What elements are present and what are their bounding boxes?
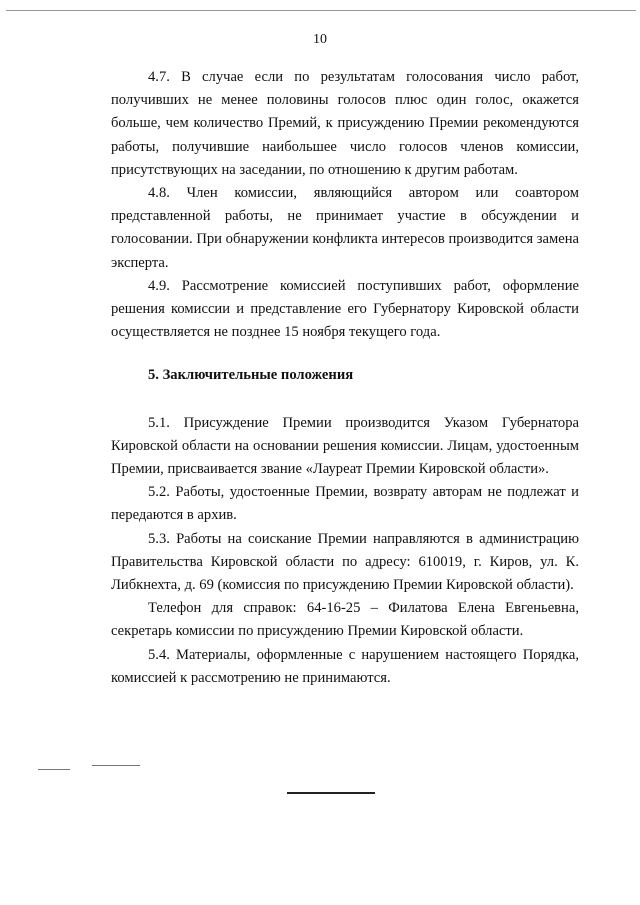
paragraph-4-7: 4.7. В случае если по результатам голосования число работ, получивших не менее половины голосов плюс один голос, окажется больше, чем количество Премий, к присуждению Премии рекомендуются работы, получившие наибольшее число голосов членов комиссии, присутствующих на заседании, по отношению к другим работам. bbox=[111, 69, 579, 178]
paragraph-4-9: 4.9. Рассмотрение комиссией поступивших работ, оформление решения комиссии и представление его Губернатору Кировской области осуществляется не позднее 15 ноября текущего года. bbox=[111, 277, 579, 341]
document-body bbox=[111, 66, 579, 690]
paragraph-phone: Телефон для справок: 64-16-25 – Филатова Елена Евгеньевна, секретарь комиссии по присуждению Премии Кировской области. bbox=[111, 600, 579, 640]
scan-artifact-line bbox=[6, 10, 636, 11]
paragraph-5-3: 5.3. Работы на соискание Премии направляются в администрацию Правительства Кировской области по адресу: 610019, г. Киров, ул. К. Либкнехта, д. 69 (комиссия по присуждению Премии Кировской области). bbox=[111, 530, 579, 594]
scan-artifact-line bbox=[92, 765, 140, 766]
paragraph-5-1: 5.1. Присуждение Премии производится Указом Губернатора Кировской области на основании решения комиссии. Лицам, удостоенным Премии, присваивается звание «Лауреат Премии Кировской области». bbox=[111, 414, 579, 478]
paragraph-5-2: 5.2. Работы, удостоенные Премии, возврату авторам не подлежат и передаются в архив. bbox=[111, 484, 579, 524]
section-title-5: 5. Заключительные положения bbox=[148, 367, 354, 384]
closing-divider-line bbox=[287, 792, 375, 794]
scan-artifact-line bbox=[38, 769, 70, 770]
paragraph-5-4: 5.4. Материалы, оформленные с нарушением настоящего Порядка, комиссией к рассмотрению не принимаются. bbox=[111, 646, 579, 686]
page-number: 10 bbox=[313, 32, 327, 47]
paragraph-4-8: 4.8. Член комиссии, являющийся автором или соавтором представленной работы, не принимает участие в обсуждении и голосовании. При обнаружении конфликта интересов производится замена эксперта. bbox=[111, 185, 579, 271]
